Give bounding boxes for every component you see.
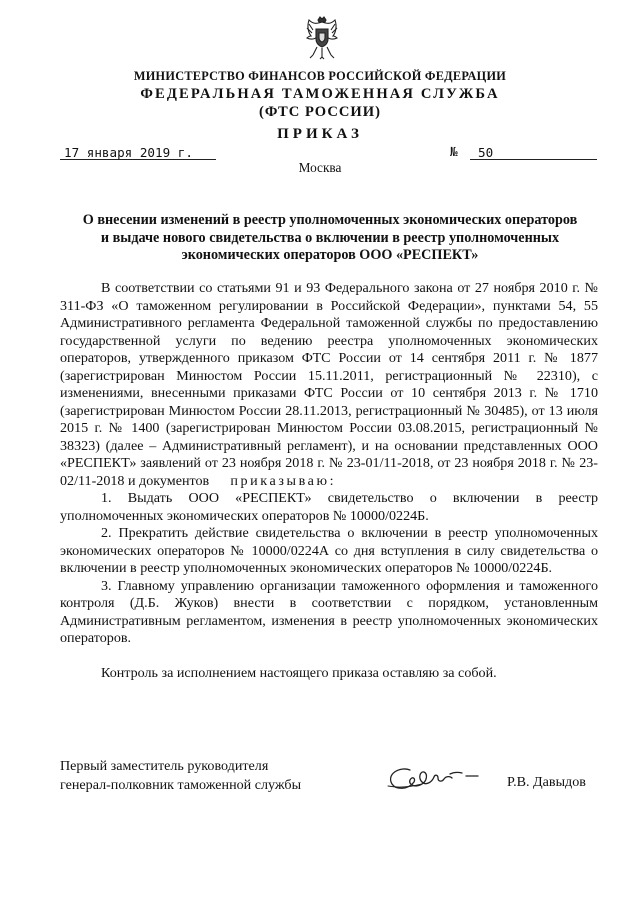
order-word: приказываю: [230,472,337,489]
position-line-1: Первый заместитель руководителя [60,758,269,774]
intro-text: В соответствии со статьями 91 и 93 Федерального закона от 27 ноября 2010 г. № 311-ФЗ «О таможенном регулировании в Российской Федерации», пунктами 54, 55 Административного регламента Федеральной таможенной службы по предоставлению государственной услуги по ведению реестра уполномоченных экономических операторов, утвержденного приказом ФТС России от 14 сентября 2011 г. № 1877 (зарегистрирован Минюстом России 15.11.2011, регистрационный № 22310), с изменениями, внесенными приказами ФТС России от 10 сентября 2013 г. № 1710 (зарегистрирован Минюстом России 28.11.2013, регистрационный № 30485), от 13 июля 2015 г. № 1400 (зарегистрирован Минюстом России 03.08.2015, регистрационный № 38323) (далее – Административный регламент), и на основании представленных ООО «РЕСПЕКТ» заявлений от 23 ноября 2018 г. № 23-01/11-2018, от 23 ноября 2018 г. № 23-02/11-2018 и документов [60,280,598,489]
document-type-heading: ПРИКАЗ [277,126,363,142]
document-title [60,212,600,265]
title-line: О внесении изменений в реестр уполномоченных экономических операторов [82,212,578,228]
handwritten-signature [380,760,490,796]
signatory-position [60,757,301,794]
city-name: Москва [298,160,342,175]
order-number-label: № [450,144,458,159]
service-heading: ФЕДЕРАЛЬНАЯ ТАМОЖЕННАЯ СЛУЖБА [140,86,500,102]
russian-coat-of-arms-emblem [303,14,341,60]
signatory-name: Р.В. Давыдов [507,774,586,790]
order-item-3: 3. Главному управлению организации таможенного оформления и таможенного контроля (Д.Б. Жуков) внести в соответствии с порядком, установленным Административным регламентом, изменения в реестр уполномоченных экономических операторов. [60,577,598,646]
intro-paragraph [60,280,598,490]
order-number: 50 [478,145,494,160]
ministry-heading: МИНИСТЕРСТВО ФИНАНСОВ РОССИЙСКОЙ ФЕДЕРАЦИИ [133,69,507,83]
service-short-heading: (ФТС РОССИИ) [259,104,381,120]
order-date: 17 января 2019 г. [64,145,193,160]
control-paragraph: Контроль за исполнением настоящего приказа оставляю за собой. [101,664,497,681]
title-line: экономических операторов ООО «РЕСПЕКТ» [181,247,479,263]
title-line: и выдаче нового свидетельства о включении в реестр уполномоченных [100,229,560,246]
order-item-1: 1. Выдать ООО «РЕСПЕКТ» свидетельство о включении в реестр уполномоченных экономических операторов № 10000/0224Б. [60,490,598,524]
order-item-2: 2. Прекратить действие свидетельства о включении в реестр уполномоченных экономических операторов № 10000/0224А со дня вступления в силу свидетельства о включении в реестр уполномоченных экономических операторов № 10000/0224Б. [60,525,598,576]
document-body [60,280,598,682]
position-line-2: генерал-полковник таможенной службы [60,776,302,793]
